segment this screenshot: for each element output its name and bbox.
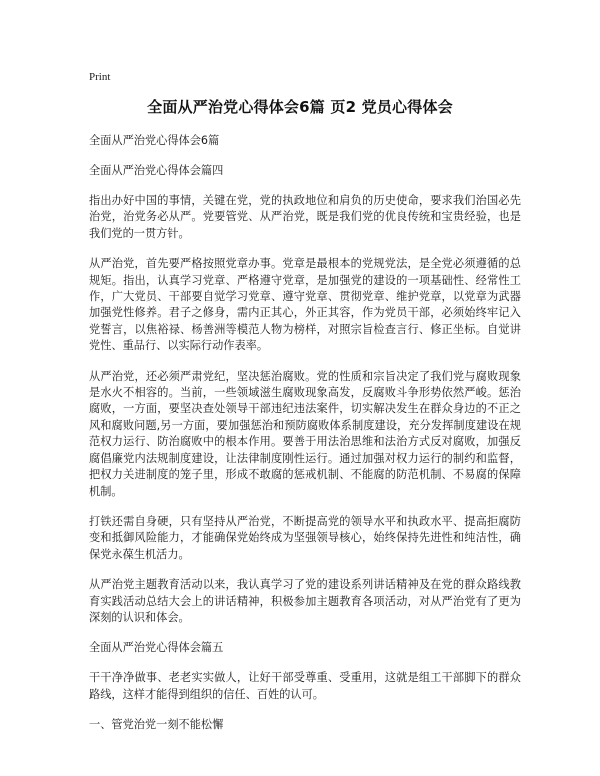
print-label: Print — [89, 71, 111, 83]
paragraph: 干干净净做事、老老实实做人，让好干部受尊重、受重用，这就是组工干部脚下的群众路线，这样才能得到组织的信任、百姓的认可。 — [89, 671, 521, 701]
paragraph: 从严治党主题教育活动以来，我认真学习了党的建设系列讲话精神及在党的群众路线教育实践活动总结大会上的讲话精神，积极参加主题教育各项活动，对从严治党有了更为深刻的认识和体会。 — [89, 578, 521, 624]
paragraph: 指出办好中国的事情，关键在党，党的执政地位和肩负的历史使命，要求我们治国必先治党，治党务必从严。党要管党、从严治党，既是我们党的优良传统和宝贵经验，也是我们党的一贯方针。 — [89, 194, 521, 240]
section-heading-4: 全面从严治党心得体会篇四 — [89, 164, 224, 177]
document-subtitle: 全面从严治党心得体会6篇 — [89, 134, 220, 147]
paragraph: 打铁还需自身硬，只有坚持从严治党，不断提高党的领导水平和执政水平、提高拒腐防变和抵御风险能力，才能确保党始终成为坚强领导核心，始终保持先进性和纯洁性，确保党永葆生机活力。 — [89, 514, 521, 561]
paragraph: 从严治党，首先要严格按照党章办事。党章是最根本的党规党法，是全党必须遵循的总规矩。指出，认真学习党章、严格遵守党章，是加强党的建设的一项基础性、经常性工作，广大党员、干部要自觉学习党章、遵守党章、贯彻党章、维护党章，以党章为武器加强党性修养。君子之修身，需内正其心，外正其容，作为党员干部，必须始终牢记入党誓言，以焦裕禄、杨善洲等模范人物为榜样，对照宗旨检查言行、修正坐标。自觉讲党性、重品行、以实际行动作表率。 — [89, 257, 521, 353]
section-heading-5: 全面从严治党心得体会篇五 — [89, 641, 224, 655]
list-heading: 一、管党治党一刻不能松懈 — [89, 718, 224, 732]
paragraph: 从严治党，还必须严肃党纪，坚决惩治腐败。党的性质和宗旨决定了我们党与腐败现象是水火不相容的。当前，一些领域滋生腐败现象高发，反腐败斗争形势依然严峻。惩治腐败，一方面，要坚决查处领导干部违纪违法案件，切实解决发生在群众身边的不正之风和腐败问题,另一方面，要加强惩治和预防腐败体系制度建设，充分发挥制度建设在规范权力运行、防治腐败中的根本作用。要善于用法治思维和法治方式反对腐败，加强反腐倡廉党内法规制度建设，让法律制度刚性运行。通过加强对权力运行的制约和监督，把权力关进制度的笼子里，形成不敢腐的惩戒机制、不能腐的防范机制、不易腐的保障机制。 — [89, 369, 521, 498]
document-body — [89, 133, 521, 748]
document-title: 全面从严治党心得体会6篇 页2 党员心得体会 — [147, 98, 453, 116]
